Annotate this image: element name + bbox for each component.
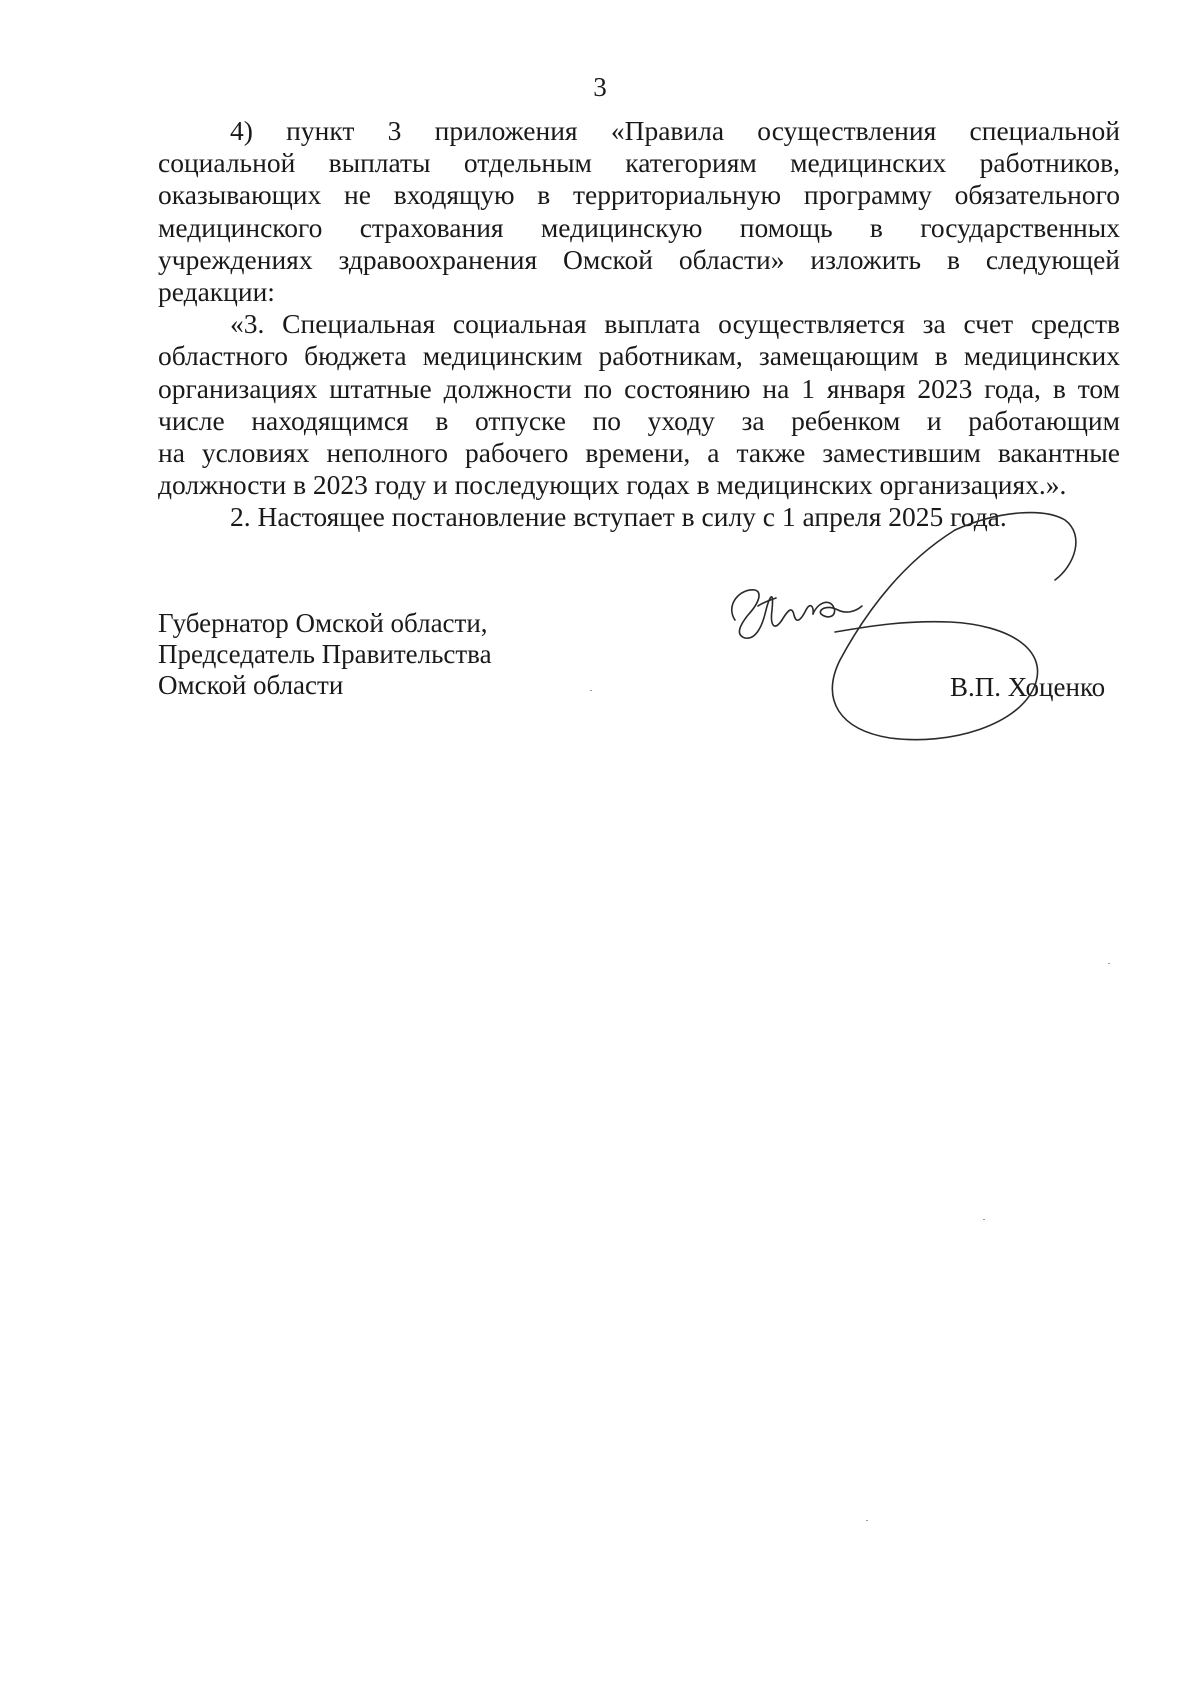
document-body [158, 115, 1120, 534]
scan-speck [983, 1219, 985, 1220]
text-line: на условиях неполного рабочего времени, а также заместившим вакантные [158, 437, 1120, 469]
text-line: числе находящимся в отпуске по уходу за ребенком и работающим [158, 404, 1120, 436]
signatory-title [158, 608, 492, 701]
signatory-name: В.П. Хоценко [950, 672, 1106, 702]
scan-speck [590, 690, 592, 691]
text-line: социальной выплаты отдельным категориям медицинских работников, [158, 147, 1120, 179]
signatory-title-line: Омской области [158, 670, 344, 700]
text-line: должности в 2023 году и последующих годах в медицинских организациях.». [158, 469, 1067, 501]
text-line: медицинского страхования медицинскую помощь в государственных [158, 211, 1120, 243]
text-line: 2. Настоящее постановление вступает в силу с 1 апреля 2025 года. [230, 501, 1007, 533]
text-line: редакции: [158, 276, 275, 308]
signatory-title-line: Председатель Правительства [158, 639, 492, 669]
text-line: 4) пункт 3 приложения «Правила осуществления специальной [230, 115, 1120, 146]
text-line: «3. Специальная социальная выплата осуществляется за счет средств [230, 308, 1120, 340]
handwritten-signature [700, 510, 1120, 750]
scan-speck [866, 1520, 868, 1521]
text-line: организациях штатные должности по состоянию на 1 января 2023 года, в том [158, 372, 1120, 404]
signatory-title-line: Губернатор Омской области, [158, 608, 488, 638]
text-line: областного бюджета медицинским работникам, замещающим в медицинских [158, 340, 1120, 372]
text-line: оказывающих не входящую в территориальную программу обязательного [158, 179, 1120, 211]
text-line: учреждениях здравоохранения Омской области» изложить в следующей [158, 243, 1120, 275]
page-number: 3 [593, 72, 607, 102]
scan-speck [1108, 963, 1110, 964]
